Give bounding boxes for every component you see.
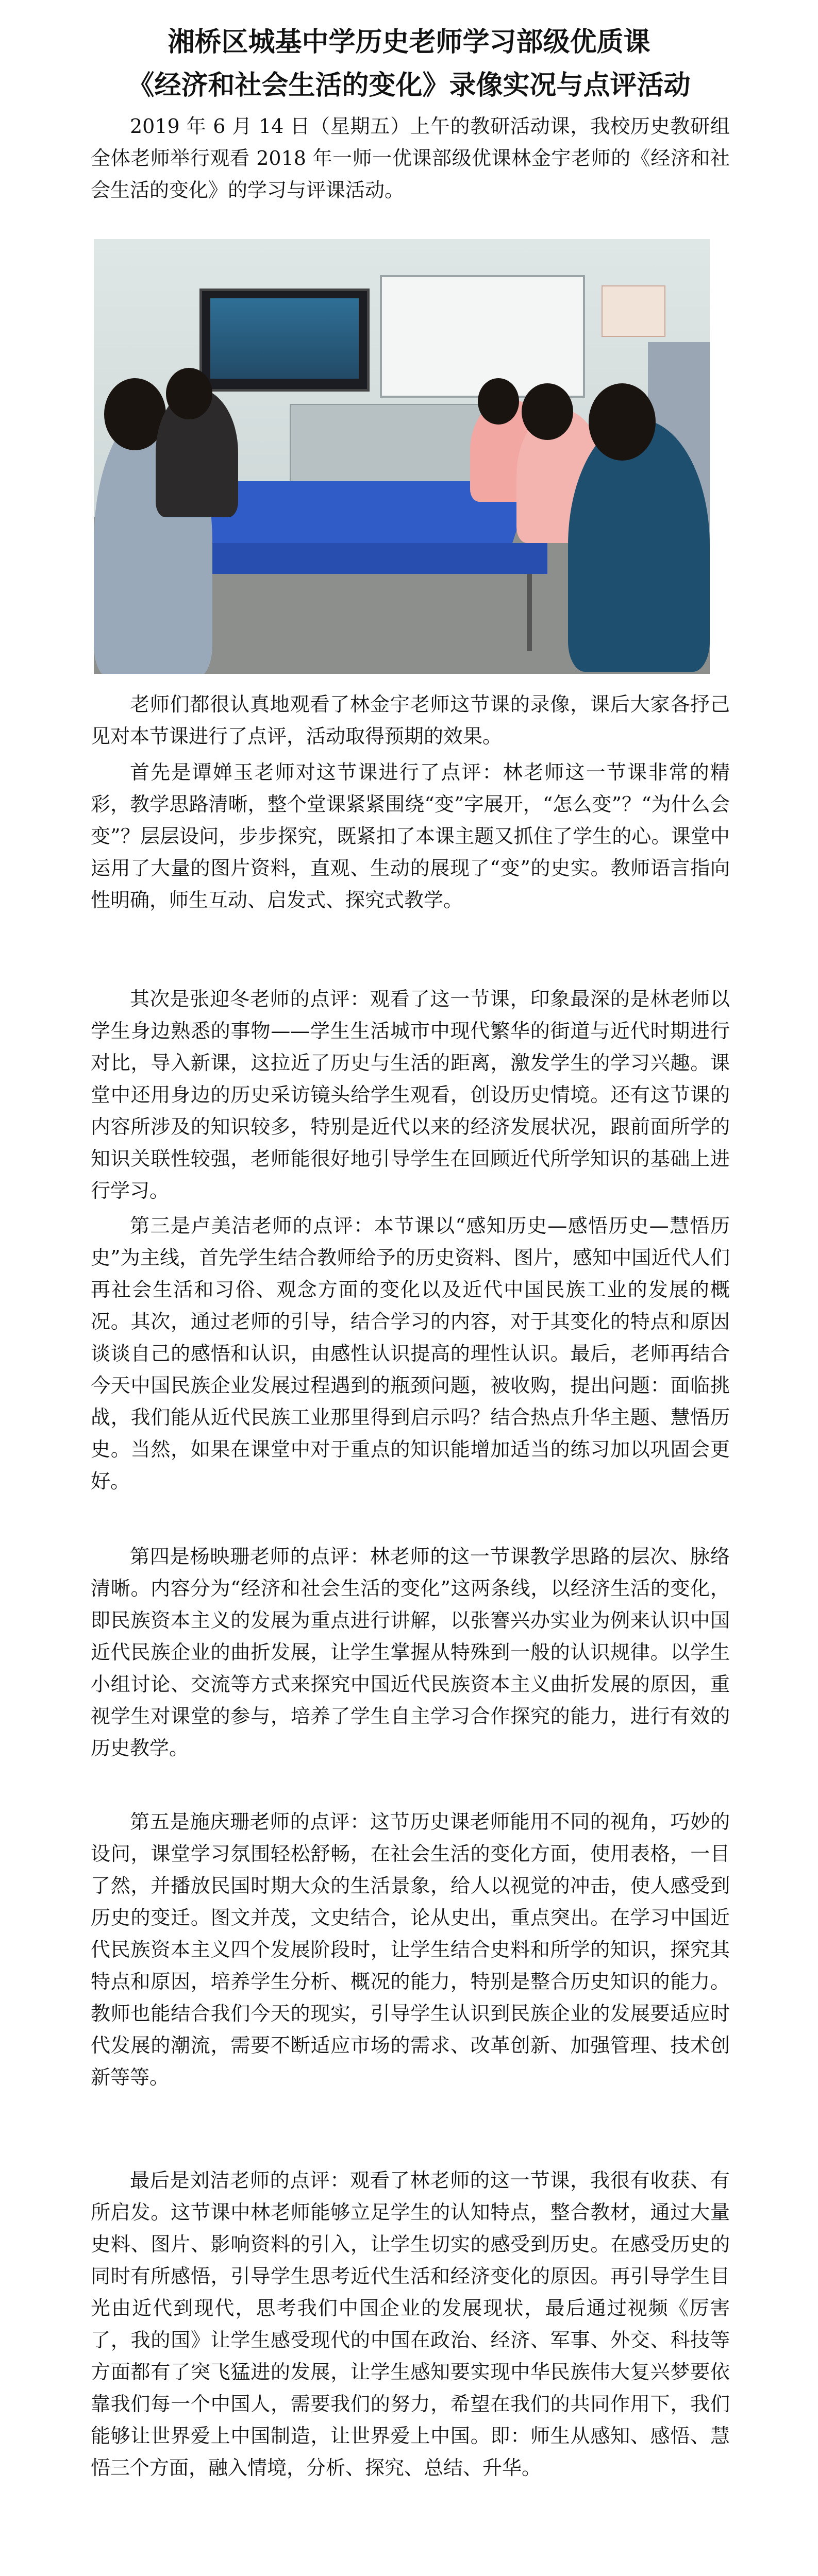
paragraph-review-3: 第三是卢美洁老师的点评：本节课以“感知历史—感悟历史—慧悟历史”为主线，首先学生结合教师给予的历史资料、图片，感知中国近代人们再社会生活和习俗、观念方面的变化以及近代中国民族工业的发展的概况。其次，通过老师的引导，结合学习的内容，对于其变化的特点和原因谈谈自己的感悟和认识，由感性认识提高的理性认识。最后，老师再结合今天中国民族企业发展过程遇到的瓶颈问题，被收购，提出问题：面临挑战，我们能从近代民族工业那里得到启示吗？结合热点升华主题、慧悟历史。当然，如果在课堂中对于重点的知识能增加适当的练习加以巩固会更好。 [91, 1214, 730, 1493]
article-title-line2: 《经济和社会生活的变化》录像实况与点评活动 [127, 70, 691, 101]
paragraph-review-5: 第五是施庆珊老师的点评：这节历史课老师能用不同的视角，巧妙的设问，课堂学习氛围轻松舒畅，在社会生活的变化方面，使用表格，一目了然，并播放民国时期大众的生活景象，给人以视觉的冲击，使人感受到历史的变迁。图文并茂，文史结合，论从史出，重点突出。在学习中国近代民族资本主义四个发展阶段时，让学生结合史料和所学的知识，探究其特点和原因，培养学生分析、概况的能力，特别是整合历史知识的能力。教师也能结合我们今天的现实，引导学生认识到民族企业的发展要适应时代发展的潮流，需要不断适应市场的需求、改革创新、加强管理、技术创新等等。 [91, 1810, 730, 2089]
article-title-line1: 湘桥区城基中学历史老师学习部级优质课 [168, 27, 650, 58]
paragraph-review-2: 其次是张迎冬老师的点评：观看了这一节课，印象最深的是林老师以学生身边熟悉的事物——学生生活城市中现代繁华的街道与近代时期进行对比，导入新课，这拉近了历史与生活的距离，激发学生的学习兴趣。课堂中还用身边的历史采访镜头给学生观看，创设历史情境。还有这节课的内容所涉及的知识较多，特别是近代以来的经济发展状况，跟前面所学的知识关联性较强，老师能很好地引导学生在回顾近代所学知识的基础上进行学习。 [91, 988, 730, 1202]
paragraph-review-6: 最后是刘洁老师的点评：观看了林老师的这一节课，我很有收获、有所启发。这节课中林老师能够立足学生的认知特点，整合教材，通过大量史料、图片、影响资料的引入，让学生切实的感受到历史。在感受历史的同时有所感悟，引导学生思考近代生活和经济变化的原因。再引导学生目光由近代到现代，思考我们中国企业的发展现状，最后通过视频《厉害了，我的国》让学生感受现代的中国在政治、经济、军事、外交、科技等方面都有了突飞猛进的发展，让学生感知要实现中华民族伟大复兴梦要依靠我们每一个中国人，需要我们的努力，希望在我们的共同作用下，我们能够让世界爱上中国制造，让世界爱上中国。即：师生从感知、感悟、慧悟三个方面，融入情境，分析、探究、总结、升华。 [91, 2169, 730, 2479]
paragraph-review-1: 首先是谭婵玉老师对这节课进行了点评：林老师这一节课非常的精彩，教学思路清晰，整个堂课紧紧围绕“变”字展开，“怎么变”？“为什么会变”？层层设问，步步探究，既紧扣了本课主题又抓住了学生的心。课堂中运用了大量的图片资料，直观、生动的展现了“变”的史实。教师语言指向性明确，师生互动、启发式、探究式教学。 [91, 761, 730, 911]
classroom-photo [94, 239, 710, 674]
paragraph-summary: 老师们都很认真地观看了林金宇老师这节课的录像，课后大家各抒己见对本节课进行了点评，活动取得预期的效果。 [91, 693, 730, 748]
intro-paragraph: 2019 年 6 月 14 日（星期五）上午的教研活动课，我校历史教研组全体老师举行观看 2018 年一师一优课部级优课林金宇老师的《经济和社会生活的变化》的学习与评课活动。 [91, 115, 730, 201]
paragraph-review-4: 第四是杨映珊老师的点评：林老师的这一节课教学思路的层次、脉络清晰。内容分为“经济和社会生活的变化”这两条线，以经济生活的变化，即民族资本主义的发展为重点进行讲解，以张謇兴办实业为例来认识中国近代民族企业的曲折发展，让学生掌握从特殊到一般的认识规律。以学生小组讨论、交流等方式来探究中国近代民族资本主义曲折发展的原因，重视学生对课堂的参与，培养了学生自主学习合作探究的能力，进行有效的历史教学。 [91, 1545, 730, 1759]
